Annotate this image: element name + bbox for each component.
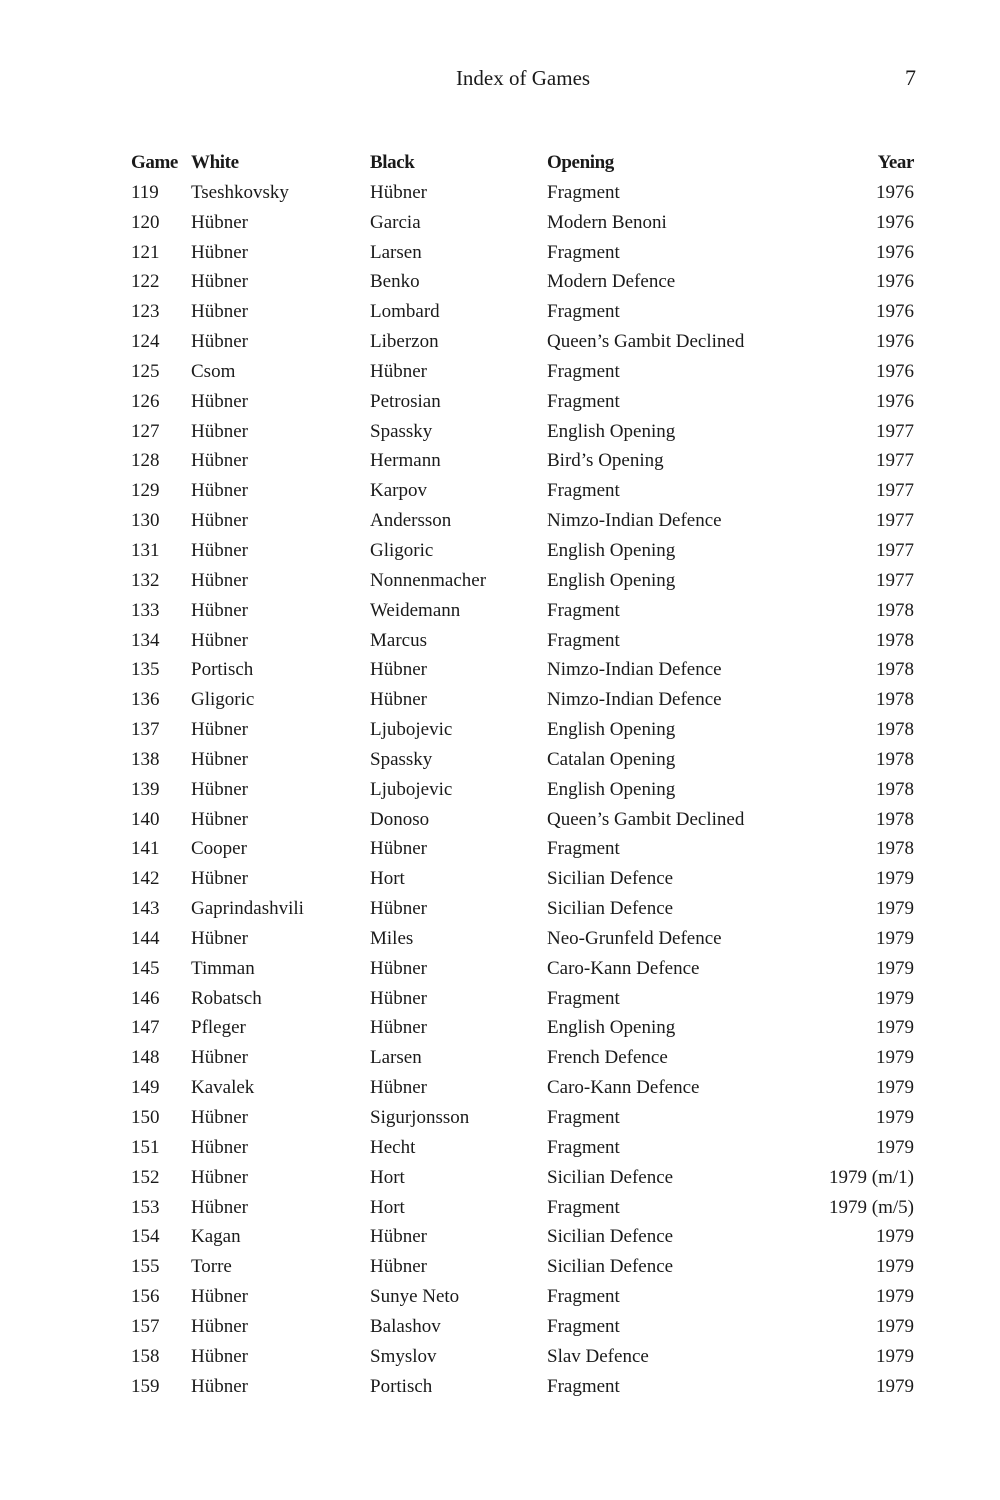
white-player-cell: Hübner — [191, 450, 248, 472]
year-cell: 1976 — [876, 331, 914, 353]
year-cell: 1977 — [876, 480, 914, 502]
black-player-cell: Hübner — [370, 898, 427, 920]
game-number-cell: 130 — [131, 510, 160, 532]
year-cell: 1977 — [876, 510, 914, 532]
white-player-cell: Csom — [191, 360, 236, 382]
opening-cell: Fragment — [547, 360, 620, 382]
black-player-cell: Hecht — [370, 1136, 416, 1158]
white-player-cell: Hübner — [191, 539, 248, 561]
game-number-cell: 144 — [131, 927, 160, 949]
year-cell: 1979 — [876, 1256, 914, 1278]
black-player-cell: Spassky — [370, 748, 433, 770]
black-player-cell: Portisch — [370, 1375, 433, 1397]
year-cell: 1979 — [876, 1047, 914, 1069]
game-number-cell: 159 — [131, 1375, 160, 1397]
black-player-cell: Balashov — [370, 1315, 441, 1337]
year-cell: 1978 — [876, 838, 914, 860]
white-player-cell: Pfleger — [191, 1017, 246, 1039]
black-player-cell: Hübner — [370, 659, 427, 681]
game-number-cell: 133 — [131, 599, 160, 621]
opening-cell: English Opening — [547, 420, 676, 442]
table-row — [131, 1342, 914, 1372]
year-cell: 1978 — [876, 778, 914, 800]
white-player-cell: Hübner — [191, 211, 248, 233]
white-player-cell: Hübner — [191, 1166, 248, 1188]
game-number-cell: 145 — [131, 957, 160, 979]
white-player-cell: Hübner — [191, 1345, 248, 1367]
year-cell: 1977 — [876, 539, 914, 561]
black-player-cell: Hort — [370, 1196, 405, 1218]
black-player-cell: Hermann — [370, 450, 441, 472]
white-player-cell: Hübner — [191, 241, 248, 263]
game-number-cell: 119 — [131, 181, 159, 203]
table-row — [131, 357, 914, 387]
table-row — [131, 864, 914, 894]
game-number-cell: 123 — [131, 301, 160, 323]
year-cell: 1979 — [876, 1107, 914, 1128]
table-row — [131, 954, 914, 984]
game-number-cell: 139 — [131, 778, 160, 800]
year-cell: 1979 (m/1) — [829, 1166, 914, 1188]
black-player-cell: Petrosian — [370, 390, 441, 412]
year-cell: 1979 — [876, 927, 914, 949]
white-player-cell: Hübner — [191, 1107, 248, 1128]
white-player-cell: Hübner — [191, 271, 248, 293]
game-number-cell: 124 — [131, 331, 160, 353]
opening-cell: Fragment — [547, 1315, 620, 1337]
year-cell: 1978 — [876, 629, 914, 651]
year-cell: 1979 — [876, 1077, 914, 1099]
white-player-cell: Hübner — [191, 599, 248, 621]
white-player-cell: Hübner — [191, 927, 248, 949]
table-row — [131, 1193, 914, 1223]
black-player-cell: Andersson — [370, 510, 452, 532]
opening-cell: English Opening — [547, 719, 676, 741]
white-player-cell: Hübner — [191, 808, 248, 830]
opening-cell: Nimzo-Indian Defence — [547, 510, 722, 532]
opening-cell: Fragment — [547, 301, 620, 323]
black-player-cell: Gligoric — [370, 539, 434, 561]
opening-cell: Neo-Grunfeld Defence — [547, 927, 722, 949]
game-number-cell: 126 — [131, 390, 160, 412]
page-number: 7 — [905, 65, 916, 90]
year-cell: 1976 — [876, 360, 914, 382]
year-cell: 1977 — [876, 450, 914, 472]
opening-cell: English Opening — [547, 569, 676, 591]
black-player-cell: Hort — [370, 868, 405, 890]
table-row — [131, 1222, 914, 1252]
white-player-cell: Cooper — [191, 838, 247, 860]
black-player-cell: Ljubojevic — [370, 778, 453, 800]
table-row — [131, 1013, 914, 1043]
game-number-cell: 128 — [131, 450, 160, 472]
white-player-cell: Tseshkovsky — [191, 181, 289, 203]
black-player-cell: Hort — [370, 1166, 405, 1188]
table-row — [131, 506, 914, 536]
opening-cell: Fragment — [547, 1286, 620, 1308]
black-player-cell: Nonnenmacher — [370, 569, 487, 591]
game-number-cell: 122 — [131, 271, 160, 293]
white-player-cell: Hübner — [191, 1286, 248, 1308]
year-cell: 1979 — [876, 1017, 914, 1039]
game-number-cell: 136 — [131, 689, 160, 711]
opening-cell: Fragment — [547, 1107, 620, 1128]
opening-cell: English Opening — [547, 539, 676, 561]
table-row — [131, 1372, 914, 1402]
black-player-cell: Hübner — [370, 1077, 427, 1099]
game-number-cell: 134 — [131, 629, 160, 651]
game-number-cell: 131 — [131, 539, 160, 561]
game-number-cell: 154 — [131, 1226, 160, 1248]
black-player-cell: Liberzon — [370, 331, 439, 353]
opening-cell: Sicilian Defence — [547, 898, 674, 920]
black-player-cell: Hübner — [370, 838, 427, 860]
table-row — [131, 476, 914, 506]
opening-cell: Catalan Opening — [547, 748, 676, 770]
opening-cell: Fragment — [547, 987, 620, 1009]
black-player-cell: Marcus — [370, 629, 427, 651]
table-row — [131, 715, 914, 745]
opening-cell: Queen’s Gambit Declined — [547, 331, 745, 353]
game-number-cell: 137 — [131, 719, 160, 741]
table-row — [131, 566, 914, 596]
year-cell: 1979 — [876, 987, 914, 1009]
white-player-cell: Hübner — [191, 1196, 248, 1218]
white-player-cell: Hübner — [191, 778, 248, 800]
opening-cell: Fragment — [547, 390, 620, 412]
table-row — [131, 1282, 914, 1312]
black-player-cell: Sigurjonsson — [370, 1107, 470, 1128]
year-cell: 1979 — [876, 1136, 914, 1158]
table-row — [131, 267, 914, 297]
table-row — [131, 596, 914, 626]
year-cell: 1979 — [876, 1315, 914, 1337]
year-cell: 1976 — [876, 390, 914, 412]
opening-cell: Modern Benoni — [547, 211, 667, 233]
table-row — [131, 626, 914, 656]
white-player-cell: Timman — [191, 957, 255, 979]
table-row — [131, 834, 914, 864]
game-number-cell: 147 — [131, 1017, 160, 1039]
year-cell: 1976 — [876, 271, 914, 293]
white-player-cell: Portisch — [191, 659, 254, 681]
white-player-cell: Gligoric — [191, 689, 255, 711]
table-row — [131, 1043, 914, 1073]
white-player-cell: Hübner — [191, 868, 248, 890]
black-player-cell: Larsen — [370, 241, 422, 263]
black-player-cell: Miles — [370, 927, 414, 949]
table-row — [131, 655, 914, 685]
opening-cell: Nimzo-Indian Defence — [547, 659, 722, 681]
black-player-cell: Weidemann — [370, 599, 461, 621]
game-number-cell: 140 — [131, 808, 160, 830]
opening-cell: French Defence — [547, 1047, 668, 1069]
year-cell: 1979 — [876, 1375, 914, 1397]
year-cell: 1976 — [876, 301, 914, 323]
black-player-cell: Hübner — [370, 689, 427, 711]
opening-cell: English Opening — [547, 1017, 676, 1039]
white-player-cell: Gaprindashvili — [191, 898, 304, 920]
year-cell: 1978 — [876, 659, 914, 681]
opening-cell: Fragment — [547, 1136, 620, 1158]
white-player-cell: Kagan — [191, 1226, 241, 1248]
game-number-cell: 141 — [131, 838, 160, 860]
table-row — [131, 1133, 914, 1163]
black-player-cell: Sunye Neto — [370, 1286, 460, 1308]
game-number-cell: 157 — [131, 1315, 160, 1337]
game-number-cell: 138 — [131, 748, 160, 770]
black-player-cell: Hübner — [370, 181, 427, 203]
game-number-cell: 148 — [131, 1047, 160, 1069]
opening-cell: Caro-Kann Defence — [547, 957, 700, 979]
game-number-cell: 152 — [131, 1166, 160, 1188]
game-number-cell: 156 — [131, 1286, 160, 1308]
black-player-cell: Hübner — [370, 1017, 427, 1039]
table-row — [131, 1073, 914, 1103]
year-cell: 1977 — [876, 420, 914, 442]
white-player-cell: Hübner — [191, 1136, 248, 1158]
year-cell: 1978 — [876, 748, 914, 770]
column-header-game: Game — [131, 152, 178, 173]
opening-cell: Sicilian Defence — [547, 1226, 674, 1248]
table-row — [131, 1252, 914, 1282]
game-number-cell: 153 — [131, 1196, 160, 1218]
black-player-cell: Hübner — [370, 1226, 427, 1248]
year-cell: 1979 — [876, 898, 914, 920]
year-cell: 1977 — [876, 569, 914, 591]
table-row — [131, 745, 914, 775]
game-number-cell: 135 — [131, 659, 160, 681]
table-row — [131, 984, 914, 1014]
table-row — [131, 685, 914, 715]
white-player-cell: Robatsch — [191, 987, 262, 1009]
white-player-cell: Hübner — [191, 331, 248, 353]
opening-cell: Sicilian Defence — [547, 868, 674, 890]
opening-cell: Fragment — [547, 1196, 620, 1218]
game-number-cell: 129 — [131, 480, 160, 502]
black-player-cell: Smyslov — [370, 1345, 437, 1367]
table-row — [131, 805, 914, 835]
year-cell: 1979 — [876, 1345, 914, 1367]
black-player-cell: Garcia — [370, 211, 421, 233]
black-player-cell: Hübner — [370, 987, 427, 1009]
opening-cell: Fragment — [547, 241, 620, 263]
black-player-cell: Lombard — [370, 301, 440, 323]
header-row — [131, 148, 914, 178]
opening-cell: Bird’s Opening — [547, 450, 664, 472]
column-header-year: Year — [877, 152, 914, 173]
table-row — [131, 446, 914, 476]
black-player-cell: Hübner — [370, 360, 427, 382]
year-cell: 1978 — [876, 719, 914, 741]
table-row — [131, 178, 914, 208]
table-row — [131, 327, 914, 357]
opening-cell: Modern Defence — [547, 271, 676, 293]
column-header-opening: Opening — [547, 152, 614, 173]
running-head — [0, 64, 1000, 94]
table-row — [131, 536, 914, 566]
black-player-cell: Larsen — [370, 1047, 422, 1069]
column-header-black: Black — [370, 152, 415, 173]
black-player-cell: Hübner — [370, 957, 427, 979]
year-cell: 1978 — [876, 808, 914, 830]
table-row — [131, 297, 914, 327]
black-player-cell: Karpov — [370, 480, 427, 502]
year-cell: 1976 — [876, 211, 914, 233]
game-number-cell: 142 — [131, 868, 160, 890]
game-number-cell: 150 — [131, 1107, 160, 1128]
year-cell: 1976 — [876, 181, 914, 203]
year-cell: 1979 (m/5) — [829, 1196, 914, 1218]
opening-cell: Fragment — [547, 480, 620, 502]
page-title: Index of Games — [455, 66, 591, 90]
black-player-cell: Spassky — [370, 420, 433, 442]
table-body — [131, 178, 914, 1402]
games-index-table — [131, 148, 914, 1401]
column-header-white: White — [191, 152, 239, 173]
white-player-cell: Hübner — [191, 390, 248, 412]
white-player-cell: Hübner — [191, 1315, 248, 1337]
table-row — [131, 775, 914, 805]
game-number-cell: 125 — [131, 360, 160, 382]
table-row — [131, 1163, 914, 1193]
table-row — [131, 924, 914, 954]
game-number-cell: 121 — [131, 241, 160, 263]
table-header — [131, 148, 914, 178]
opening-cell: Fragment — [547, 1375, 620, 1397]
game-number-cell: 146 — [131, 987, 160, 1009]
year-cell: 1976 — [876, 241, 914, 263]
white-player-cell: Hübner — [191, 748, 248, 770]
year-cell: 1978 — [876, 689, 914, 711]
white-player-cell: Hübner — [191, 719, 248, 741]
opening-cell: English Opening — [547, 778, 676, 800]
opening-cell: Fragment — [547, 629, 620, 651]
white-player-cell: Hübner — [191, 510, 248, 532]
table-row — [131, 238, 914, 268]
opening-cell: Sicilian Defence — [547, 1166, 674, 1188]
black-player-cell: Hübner — [370, 1256, 427, 1278]
table-row — [131, 387, 914, 417]
white-player-cell: Kavalek — [191, 1077, 255, 1099]
table-row — [131, 894, 914, 924]
year-cell: 1979 — [876, 957, 914, 979]
table-row — [131, 1103, 914, 1133]
white-player-cell: Torre — [191, 1256, 232, 1278]
opening-cell: Nimzo-Indian Defence — [547, 689, 722, 711]
game-number-cell: 143 — [131, 898, 160, 920]
table-row — [131, 1312, 914, 1342]
game-number-cell: 120 — [131, 211, 160, 233]
opening-cell: Caro-Kann Defence — [547, 1077, 700, 1099]
white-player-cell: Hübner — [191, 569, 248, 591]
table-row — [131, 208, 914, 238]
black-player-cell: Donoso — [370, 808, 430, 830]
year-cell: 1978 — [876, 599, 914, 621]
black-player-cell: Benko — [370, 271, 420, 293]
white-player-cell: Hübner — [191, 420, 248, 442]
game-number-cell: 149 — [131, 1077, 160, 1099]
year-cell: 1979 — [876, 1286, 914, 1308]
white-player-cell: Hübner — [191, 1047, 248, 1069]
game-number-cell: 132 — [131, 569, 160, 591]
year-cell: 1979 — [876, 868, 914, 890]
game-number-cell: 151 — [131, 1136, 160, 1158]
white-player-cell: Hübner — [191, 629, 248, 651]
opening-cell: Fragment — [547, 599, 620, 621]
white-player-cell: Hübner — [191, 480, 248, 502]
game-number-cell: 155 — [131, 1256, 160, 1278]
game-number-cell: 127 — [131, 420, 160, 442]
white-player-cell: Hübner — [191, 1375, 248, 1397]
opening-cell: Fragment — [547, 838, 620, 860]
white-player-cell: Hübner — [191, 301, 248, 323]
opening-cell: Fragment — [547, 181, 620, 203]
opening-cell: Sicilian Defence — [547, 1256, 674, 1278]
game-number-cell: 158 — [131, 1345, 160, 1367]
black-player-cell: Ljubojevic — [370, 719, 453, 741]
opening-cell: Slav Defence — [547, 1345, 649, 1367]
opening-cell: Queen’s Gambit Declined — [547, 808, 745, 830]
year-cell: 1979 — [876, 1226, 914, 1248]
table-row — [131, 417, 914, 447]
